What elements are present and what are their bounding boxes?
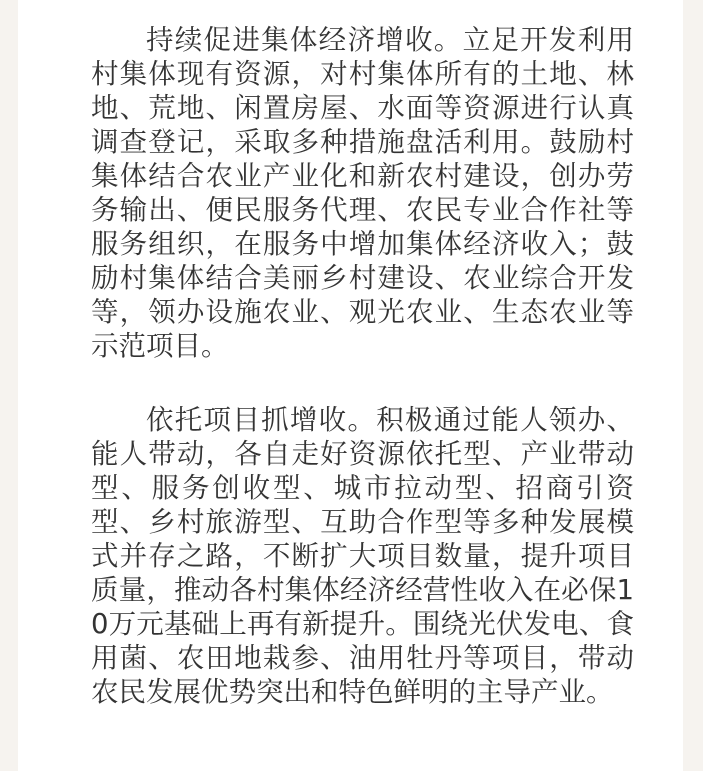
- article-paragraph-1: 持续促进集体经济增收。立足开发利用村集体现有资源，对村集体所有的土地、林地、荒地、闲置房屋、水面等资源进行认真调查登记，采取多种措施盘活利用。鼓励村集体结合农业产业化和新农村建设，创办劳务输出、便民服务代理、农民专业合作社等服务组织，在服务中增加集体经济收入；鼓励村集体结合美丽乡村建设、农业综合开发等，领办设施农业、观光农业、生态农业等示范项目。: [91, 24, 634, 362]
- article-paragraph-2: 依托项目抓增收。积极通过能人领办、能人带动，各自走好资源依托型、产业带动型、服务创收型、城市拉动型、招商引资型、乡村旅游型、互助合作型等多种发展模式并存之路，不断扩大项目数量，提升项目质量，推动各村集体经济经营性收入在必保10万元基础上再有新提升。围绕光伏发电、食用菌、农田地栽参、油用牡丹等项目，带动农民发展优势突出和特色鲜明的主导产业。: [91, 404, 634, 708]
